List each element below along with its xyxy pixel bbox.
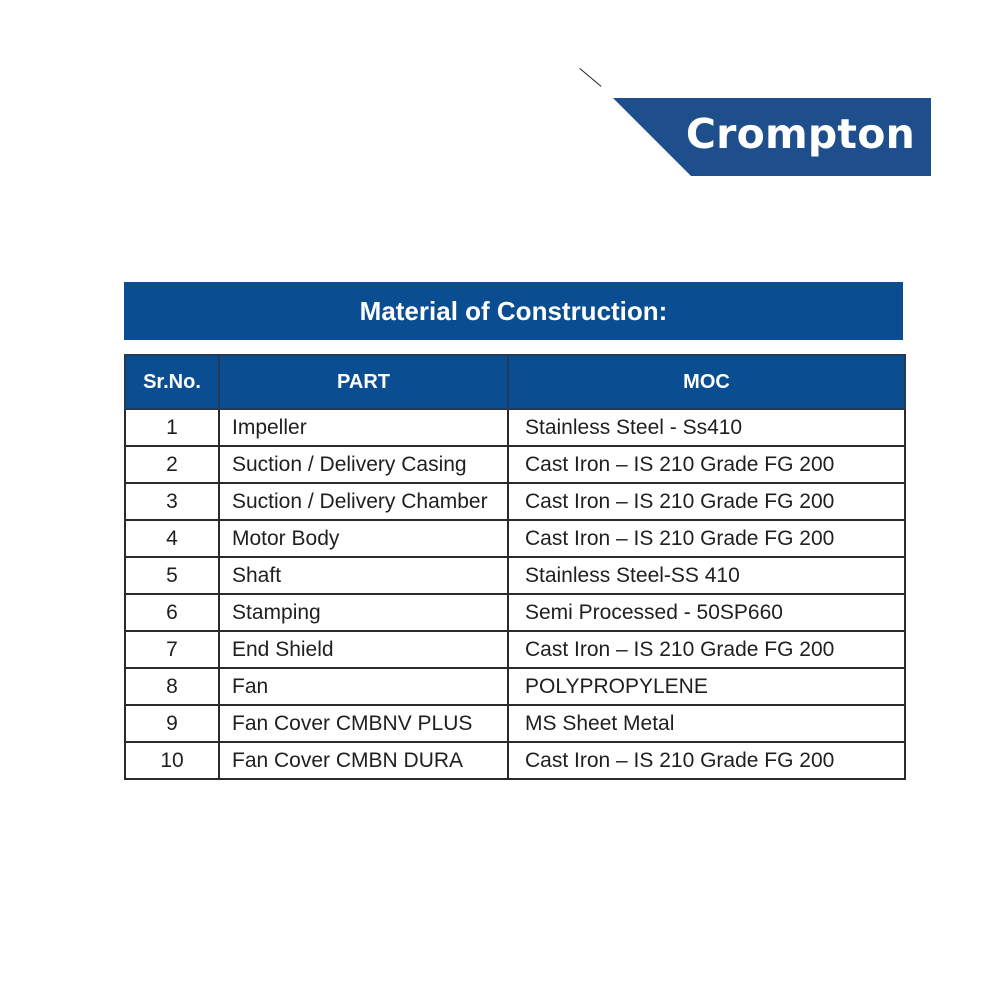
row-part: Impeller bbox=[219, 409, 508, 446]
row-moc: Semi Processed - 50SP660 bbox=[508, 594, 905, 631]
table-row bbox=[125, 631, 905, 668]
row-moc: POLYPROPYLENE bbox=[508, 668, 905, 705]
row-sr-no: 2 bbox=[125, 446, 219, 483]
brand-logo bbox=[613, 98, 931, 176]
header-sr-no: Sr.No. bbox=[125, 355, 219, 409]
row-sr-no: 10 bbox=[125, 742, 219, 779]
decorative-line bbox=[579, 68, 601, 87]
table-row bbox=[125, 446, 905, 483]
table-row bbox=[125, 594, 905, 631]
row-part: Suction / Delivery Chamber bbox=[219, 483, 508, 520]
row-part: Stamping bbox=[219, 594, 508, 631]
header-moc: MOC bbox=[508, 355, 905, 409]
brand-name: Crompton bbox=[685, 110, 915, 158]
table-header-row bbox=[125, 355, 905, 409]
row-part: Fan Cover CMBN DURA bbox=[219, 742, 508, 779]
row-part: Fan Cover CMBNV PLUS bbox=[219, 705, 508, 742]
moc-table bbox=[124, 354, 906, 780]
section-title: Material of Construction: bbox=[124, 282, 903, 340]
table-row bbox=[125, 742, 905, 779]
row-sr-no: 9 bbox=[125, 705, 219, 742]
row-sr-no: 8 bbox=[125, 668, 219, 705]
row-sr-no: 1 bbox=[125, 409, 219, 446]
row-moc: Cast Iron – IS 210 Grade FG 200 bbox=[508, 446, 905, 483]
row-sr-no: 7 bbox=[125, 631, 219, 668]
row-moc: Cast Iron – IS 210 Grade FG 200 bbox=[508, 520, 905, 557]
row-part: Suction / Delivery Casing bbox=[219, 446, 508, 483]
header-part: PART bbox=[219, 355, 508, 409]
row-moc: Cast Iron – IS 210 Grade FG 200 bbox=[508, 483, 905, 520]
table-row bbox=[125, 705, 905, 742]
row-part: Fan bbox=[219, 668, 508, 705]
table-row bbox=[125, 520, 905, 557]
row-moc: Cast Iron – IS 210 Grade FG 200 bbox=[508, 631, 905, 668]
table-row bbox=[125, 668, 905, 705]
row-sr-no: 6 bbox=[125, 594, 219, 631]
table-row bbox=[125, 483, 905, 520]
row-moc: Stainless Steel-SS 410 bbox=[508, 557, 905, 594]
row-part: Shaft bbox=[219, 557, 508, 594]
row-moc: Stainless Steel - Ss410 bbox=[508, 409, 905, 446]
table-row bbox=[125, 557, 905, 594]
row-sr-no: 3 bbox=[125, 483, 219, 520]
table-row bbox=[125, 409, 905, 446]
row-moc: MS Sheet Metal bbox=[508, 705, 905, 742]
row-moc: Cast Iron – IS 210 Grade FG 200 bbox=[508, 742, 905, 779]
row-part: End Shield bbox=[219, 631, 508, 668]
row-sr-no: 4 bbox=[125, 520, 219, 557]
row-sr-no: 5 bbox=[125, 557, 219, 594]
row-part: Motor Body bbox=[219, 520, 508, 557]
